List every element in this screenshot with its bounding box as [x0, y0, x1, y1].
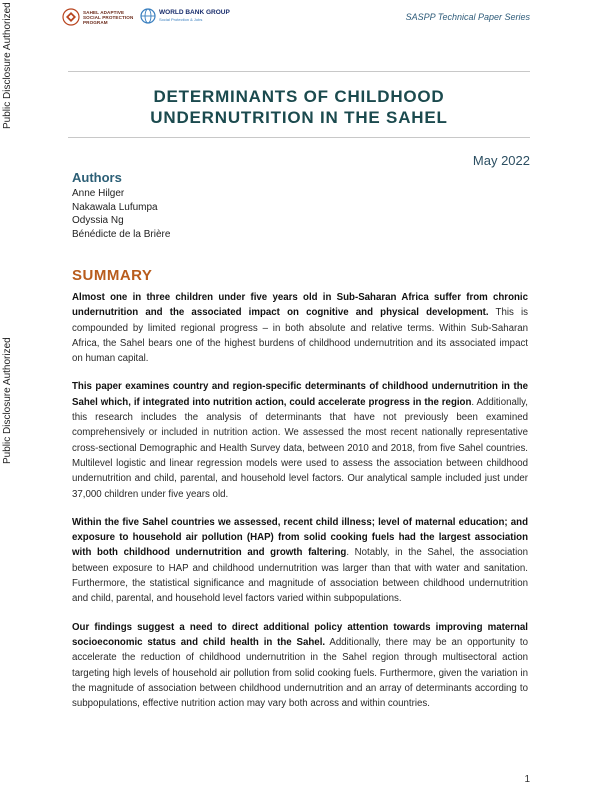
world-bank-logo — [140, 8, 230, 24]
saspp-emblem-icon — [62, 8, 80, 26]
author-name: Anne Hilger — [72, 188, 125, 199]
saspp-logo-line2: SOCIAL PROTECTION — [83, 14, 134, 20]
world-bank-logo-name: WORLD BANK GROUP — [159, 9, 230, 16]
author-name: Odyssia Ng — [72, 215, 124, 226]
publication-date: May 2022 — [472, 153, 530, 168]
title-divider — [68, 137, 530, 138]
summary-paragraph — [72, 290, 528, 366]
summary-paragraph — [72, 379, 528, 501]
summary-heading: SUMMARY — [72, 267, 153, 284]
paragraph-text: . Notably, in the Sahel, the association between exposure to HAP and childhood undernutrition was larger than that with water and sanitation. Furthermore, the statistical significance and magnitude of association between childhood undernutrition and child, parental, and household level factors varied within subpopulations. — [72, 547, 528, 605]
page-header — [62, 8, 530, 30]
disclosure-stamp-top: Public Disclosure Authorized — [2, 2, 13, 129]
paper-title — [68, 86, 530, 128]
disclosure-stamp-middle: Public Disclosure Authorized — [2, 337, 13, 464]
authors-heading: Authors — [72, 170, 122, 185]
author-name: Nakawala Lufumpa — [72, 201, 158, 213]
author-name: Bénédicte de la Brière — [72, 228, 171, 240]
saspp-logo-line3: PROGRAM — [83, 19, 108, 25]
title-line-1: DETERMINANTS OF CHILDHOOD — [153, 87, 445, 106]
paragraph-lead: Our findings suggest a need to direct additional policy attention towards improving maternal socioeconomic status and child health in the Sahel. — [72, 621, 528, 648]
paragraph-lead: Within the five Sahel countries we assessed, recent child illness; level of maternal education; and exposure to household air pollution (HAP) from solid cooking fuels had the largest association with both childhood undernutrition and growth faltering — [72, 516, 528, 559]
paragraph-text: . Additionally, this research includes the analysis of determinants that have not previously been examined comprehensively or included in nutrition action. We assessed the most recent nationally representative cross-sectional Demographic and Health Survey data, between 2010 and 2018, from five Sahel countries. Multilevel logistic and linear regression models were used to assess the association between childhood undernutrition and child, parental, and household level factors. Our analytical sample included just under 37,000 children under five years old. — [72, 396, 528, 500]
title-line-2: UNDERNUTRITION IN THE SAHEL — [150, 108, 448, 127]
world-bank-globe-icon — [140, 8, 156, 24]
summary-paragraph — [72, 515, 528, 607]
paragraph-lead: Almost one in three children under five years old in Sub-Saharan Africa suffer from chronic undernutrition and the associated impact on cognitive and physical development. — [72, 292, 528, 319]
summary-body — [72, 290, 528, 724]
saspp-logo — [62, 8, 133, 26]
paragraph-lead: This paper examines country and region-specific determinants of childhood undernutrition in the Sahel which, if integrated into nutrition action, could accelerate progress in the region — [72, 381, 528, 408]
saspp-logo-line1: SAHEL ADAPTIVE — [83, 9, 125, 15]
paragraph-text: Additionally, there may be an opportunity to accelerate the reduction of childhood undernutrition in the Sahel region through multisectoral action targeting high levels of household air pollution from solid cooking fuels. Furthermore, given the variation in the magnitude of association between childhood undernutrition and an array of determinants according to subpopulations, effective nutrition action may vary both across and within countries. — [72, 636, 529, 710]
summary-paragraph — [72, 620, 528, 712]
paragraph-text: This is compounded by limited regional progress – in both absolute and relative terms. Within Sub-Saharan Africa, the Sahel bears one of the highest burdens of childhood undernutrition and its associated impact on human capital. — [72, 307, 528, 365]
world-bank-logo-subtitle: Social Protection & Jobs — [159, 17, 203, 22]
series-label: SASPP Technical Paper Series — [405, 12, 530, 22]
top-divider — [68, 71, 530, 72]
authors-list — [72, 187, 170, 241]
page-number: 1 — [524, 774, 530, 785]
